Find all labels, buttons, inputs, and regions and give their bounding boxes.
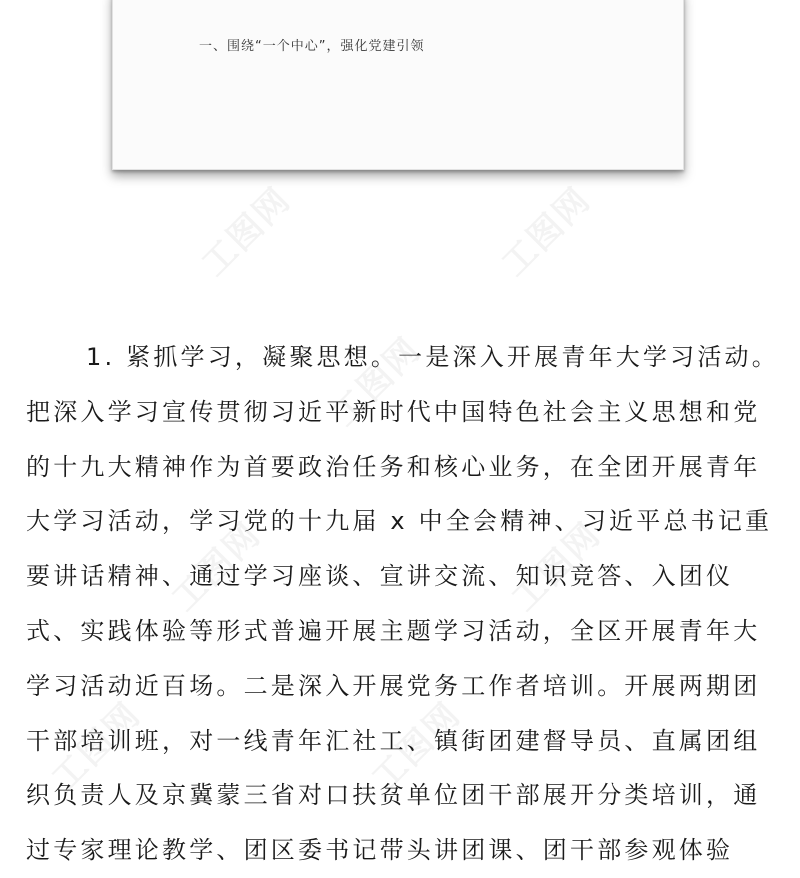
watermark: 工图网 — [504, 514, 609, 620]
body-paragraph: 1. 紧抓学习，凝聚思想。一是深入开展青年大学习活动。把深入学习宣传贯彻习近平新时代中国特色社会主义思想和党的十九大精神作为首要政治任务和核心业务，在全团开展青年大学习活动，学习党的十九届 x 中全会精神、习近平总书记重要讲话精神、通过学习座谈、宣讲交流、知识竞答、入团仪式、实践体验等形式普遍开展主题学习活动，全区开展青年大学习活动近百场。二是深入开展党务工作者培训。开展两期团干部培训班，对一线青年汇社工、镇街团建督导员、直属团组织负责人及京冀蒙三省对口扶贫单位团干部展开分类培训，通过专家理论教学、团区委书记带头讲团课、团干部参观体验 — [26, 343, 779, 865]
watermark: 工图网 — [324, 329, 429, 435]
watermark: 工图网 — [164, 514, 269, 620]
watermark: 工图网 — [494, 179, 599, 285]
section-heading: 一、围绕“一个中心”，强化党建引领 — [199, 39, 425, 54]
watermark: 工图网 — [44, 694, 149, 800]
watermark: 工图网 — [194, 179, 299, 285]
document-page-preview — [112, 0, 684, 170]
watermark: 工图网 — [364, 694, 469, 800]
